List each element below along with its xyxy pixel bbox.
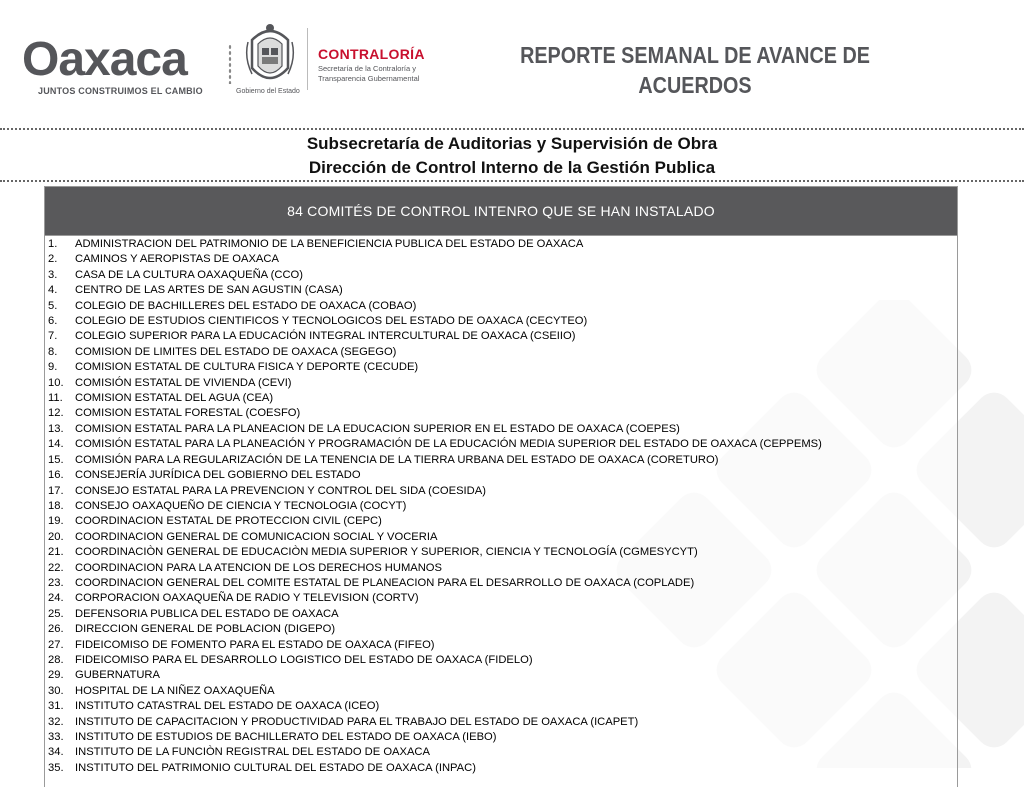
list-item-number: 35. xyxy=(48,761,64,774)
list-item-text: CASA DE LA CULTURA OAXAQUEÑA (CCO) xyxy=(75,268,303,281)
contraloria-title: CONTRALORÍA xyxy=(318,46,425,62)
list-item-text: COMISION ESTATAL DE CULTURA FISICA Y DEPORTE (CECUDE) xyxy=(75,361,419,374)
list-item xyxy=(45,576,957,591)
list-item xyxy=(45,453,957,468)
list-item-number: 21. xyxy=(48,546,64,559)
list-item-text: COORDINACION GENERAL DEL COMITE ESTATAL DE PLANEACION PARA EL DESARROLLO DE OAXACA (COPLADE) xyxy=(75,576,695,589)
list-item-number: 23. xyxy=(48,576,64,589)
list-item-text: HOSPITAL DE LA NIÑEZ OAXAQUEÑA xyxy=(75,684,275,697)
divider-bottom xyxy=(0,180,1024,182)
list-item-number: 15. xyxy=(48,453,64,466)
list-item xyxy=(45,468,957,483)
list-item-text: COLEGIO SUPERIOR PARA LA EDUCACIÓN INTEGRAL INTERCULTURAL DE OAXACA (CSEIIO) xyxy=(75,330,576,343)
oaxaca-logo-text: Oaxaca xyxy=(22,33,187,86)
list-item-number: 25. xyxy=(48,607,64,620)
list-item xyxy=(45,653,957,668)
list-item-text: CONSEJERÍA JURÍDICA DEL GOBIERNO DEL ESTADO xyxy=(75,469,361,482)
list-item xyxy=(45,499,957,514)
list-item xyxy=(45,299,957,314)
list-item-number: 8. xyxy=(48,345,58,358)
oaxaca-logo xyxy=(22,34,222,104)
list-item-text: COMISION ESTATAL FORESTAL (COESFO) xyxy=(75,407,301,420)
list-item xyxy=(45,699,957,714)
list-item xyxy=(45,422,957,437)
contraloria-subtitle-1: Secretaría de la Contraloría y xyxy=(318,64,416,73)
list-item xyxy=(45,638,957,653)
list-item xyxy=(45,360,957,375)
state-seal-icon xyxy=(238,18,302,98)
list-item-number: 20. xyxy=(48,530,64,543)
list-item-text: CONSEJO OAXAQUEÑO DE CIENCIA Y TECNOLOGIA (COCYT) xyxy=(75,499,407,512)
report-title xyxy=(519,40,872,100)
list-item-text: CONSEJO ESTATAL PARA LA PREVENCION Y CONTROL DEL SIDA (COESIDA) xyxy=(75,484,486,497)
list-item xyxy=(45,268,957,283)
list-item-text: COMISION DE LIMITES DEL ESTADO DE OAXACA (SEGEGO) xyxy=(75,345,397,358)
list-item-number: 6. xyxy=(48,315,58,328)
list-item-text: INSTITUTO CATASTRAL DEL ESTADO DE OAXACA (ICEO) xyxy=(75,700,380,713)
list-item xyxy=(45,715,957,730)
list-item-text: INSTITUTO DE LA FUNCIÒN REGISTRAL DEL ESTADO DE OAXACA xyxy=(75,746,430,759)
list-item xyxy=(45,345,957,360)
list-item xyxy=(45,329,957,344)
list-item-number: 32. xyxy=(48,715,64,728)
list-item-number: 5. xyxy=(48,299,58,312)
list-item xyxy=(45,530,957,545)
list-item-number: 19. xyxy=(48,515,64,528)
list-item-text: COORDINACION PARA LA ATENCION DE LOS DERECHOS HUMANOS xyxy=(75,561,442,574)
list-item xyxy=(45,668,957,683)
committee-list xyxy=(45,236,957,776)
list-item-text: COMISIÓN ESTATAL PARA LA PLANEACIÓN Y PROGRAMACIÓN DE LA EDUCACIÓN MEDIA SUPERIOR DEL ESTADO DE OAXACA (CEPPEMS) xyxy=(75,438,822,451)
list-item-text: CENTRO DE LAS ARTES DE SAN AGUSTIN (CASA) xyxy=(75,284,343,297)
vertical-separator xyxy=(307,28,308,90)
list-item-text: COMISION ESTATAL DEL AGUA (CEA) xyxy=(75,392,274,405)
list-item-number: 12. xyxy=(48,407,64,420)
list-item xyxy=(45,437,957,452)
list-item-number: 30. xyxy=(48,684,64,697)
report-title-line-1: REPORTE SEMANAL DE AVANCE DE xyxy=(520,42,870,68)
list-item-text: COMISIÓN ESTATAL DE VIVIENDA (CEVI) xyxy=(75,376,292,389)
list-item-number: 29. xyxy=(48,669,64,682)
list-item-text: COLEGIO DE ESTUDIOS CIENTIFICOS Y TECNOLOGICOS DEL ESTADO DE OAXACA (CECYTEO) xyxy=(75,315,588,328)
contraloria-subtitle-2: Transparencia Gubernamental xyxy=(318,74,420,83)
list-item xyxy=(45,561,957,576)
list-item-text: COORDINACION GENERAL DE COMUNICACION SOCIAL Y VOCERIA xyxy=(75,530,438,543)
list-item xyxy=(45,484,957,499)
list-item-number: 4. xyxy=(48,284,58,297)
list-item-text: COORDINACION ESTATAL DE PROTECCION CIVIL (CEPC) xyxy=(75,515,382,528)
list-item-number: 34. xyxy=(48,746,64,759)
list-item xyxy=(45,376,957,391)
list-item-text: CAMINOS Y AEROPISTAS DE OAXACA xyxy=(75,253,279,266)
list-item-number: 1. xyxy=(48,238,58,250)
list-item-text: COORDINACIÒN GENERAL DE EDUCACIÒN MEDIA SUPERIOR Y SUPERIOR, CIENCIA Y TECNOLOGÍA (CGMESYCYT) xyxy=(75,546,698,559)
list-item xyxy=(45,607,957,622)
list-item-number: 17. xyxy=(48,484,64,497)
list-item-text: COMISION ESTATAL PARA LA PLANEACION DE LA EDUCACION SUPERIOR EN EL ESTADO DE OAXACA (COEPES) xyxy=(75,422,680,435)
subtitle xyxy=(0,132,1024,180)
list-item-text: CORPORACION OAXAQUEÑA DE RADIO Y TELEVISION (CORTV) xyxy=(75,592,419,605)
oaxaca-slogan: JUNTOS CONSTRUIMOS EL CAMBIO xyxy=(38,86,203,96)
list-item xyxy=(45,252,957,267)
list-item-number: 28. xyxy=(48,653,64,666)
table-heading: 84 COMITÉS DE CONTROL INTENRO QUE SE HAN INSTALADO xyxy=(45,187,957,236)
list-item xyxy=(45,591,957,606)
seal-label: Gobierno del Estado xyxy=(236,88,300,95)
list-item xyxy=(45,237,957,252)
list-item-text: GUBERNATURA xyxy=(75,669,160,682)
list-item xyxy=(45,545,957,560)
list-item-number: 14. xyxy=(48,438,64,451)
list-item-text: FIDEICOMISO PARA EL DESARROLLO LOGISTICO DEL ESTADO DE OAXACA (FIDELO) xyxy=(75,653,533,666)
list-item xyxy=(45,391,957,406)
list-item xyxy=(45,514,957,529)
list-item-text: INSTITUTO DEL PATRIMONIO CULTURAL DEL ESTADO DE OAXACA (INPAC) xyxy=(75,761,476,774)
list-item-number: 27. xyxy=(48,638,64,651)
subtitle-line-1: Subsecretaría de Auditorias y Supervisión de Obra xyxy=(306,134,718,153)
list-item-text: INSTITUTO DE ESTUDIOS DE BACHILLERATO DEL ESTADO DE OAXACA (IEBO) xyxy=(75,731,497,743)
list-item xyxy=(45,622,957,637)
divider-top xyxy=(0,128,1024,130)
committees-table xyxy=(44,186,958,787)
list-item-text: COLEGIO DE BACHILLERES DEL ESTADO DE OAXACA (COBAO) xyxy=(75,299,417,312)
list-item-number: 22. xyxy=(48,561,64,574)
list-item-number: 11. xyxy=(48,392,63,405)
list-item-number: 3. xyxy=(48,268,58,281)
list-item xyxy=(45,761,957,776)
list-item-text: DEFENSORIA PUBLICA DEL ESTADO DE OAXACA xyxy=(75,607,339,620)
list-item-number: 10. xyxy=(48,376,64,389)
list-item-number: 7. xyxy=(48,330,58,343)
list-item-number: 2. xyxy=(48,253,58,266)
list-item xyxy=(45,314,957,329)
list-item xyxy=(45,684,957,699)
list-item-number: 31. xyxy=(48,700,64,713)
list-item xyxy=(45,283,957,298)
list-item-number: 18. xyxy=(48,499,64,512)
list-item xyxy=(45,745,957,760)
report-title-line-2: ACUERDOS xyxy=(638,72,752,98)
list-item-text: DIRECCION GENERAL DE POBLACION (DIGEPO) xyxy=(75,623,336,636)
list-item xyxy=(45,730,957,745)
list-item xyxy=(45,406,957,421)
list-item-number: 16. xyxy=(48,469,64,482)
list-item-text: FIDEICOMISO DE FOMENTO PARA EL ESTADO DE OAXACA (FIFEO) xyxy=(75,638,435,651)
subtitle-line-2: Dirección de Control Interno de la Gestión Publica xyxy=(308,158,716,177)
list-item-number: 26. xyxy=(48,623,64,636)
list-item-number: 33. xyxy=(48,731,64,743)
dotted-separator xyxy=(228,44,232,84)
list-item-number: 9. xyxy=(48,361,58,374)
list-item-number: 13. xyxy=(48,422,64,435)
list-item-number: 24. xyxy=(48,592,64,605)
list-item-text: COMISIÓN PARA LA REGULARIZACIÓN DE LA TENENCIA DE LA TIERRA URBANA DEL ESTADO DE OAXACA (CORETURO) xyxy=(75,453,719,466)
list-item-text: INSTITUTO DE CAPACITACION Y PRODUCTIVIDAD PARA EL TRABAJO DEL ESTADO DE OAXACA (ICAPET) xyxy=(75,715,639,728)
list-item-text: ADMINISTRACION DEL PATRIMONIO DE LA BENEFICIENCIA PUBLICA DEL ESTADO DE OAXACA xyxy=(75,238,584,250)
contraloria-logo xyxy=(318,46,425,84)
header xyxy=(0,0,1024,128)
